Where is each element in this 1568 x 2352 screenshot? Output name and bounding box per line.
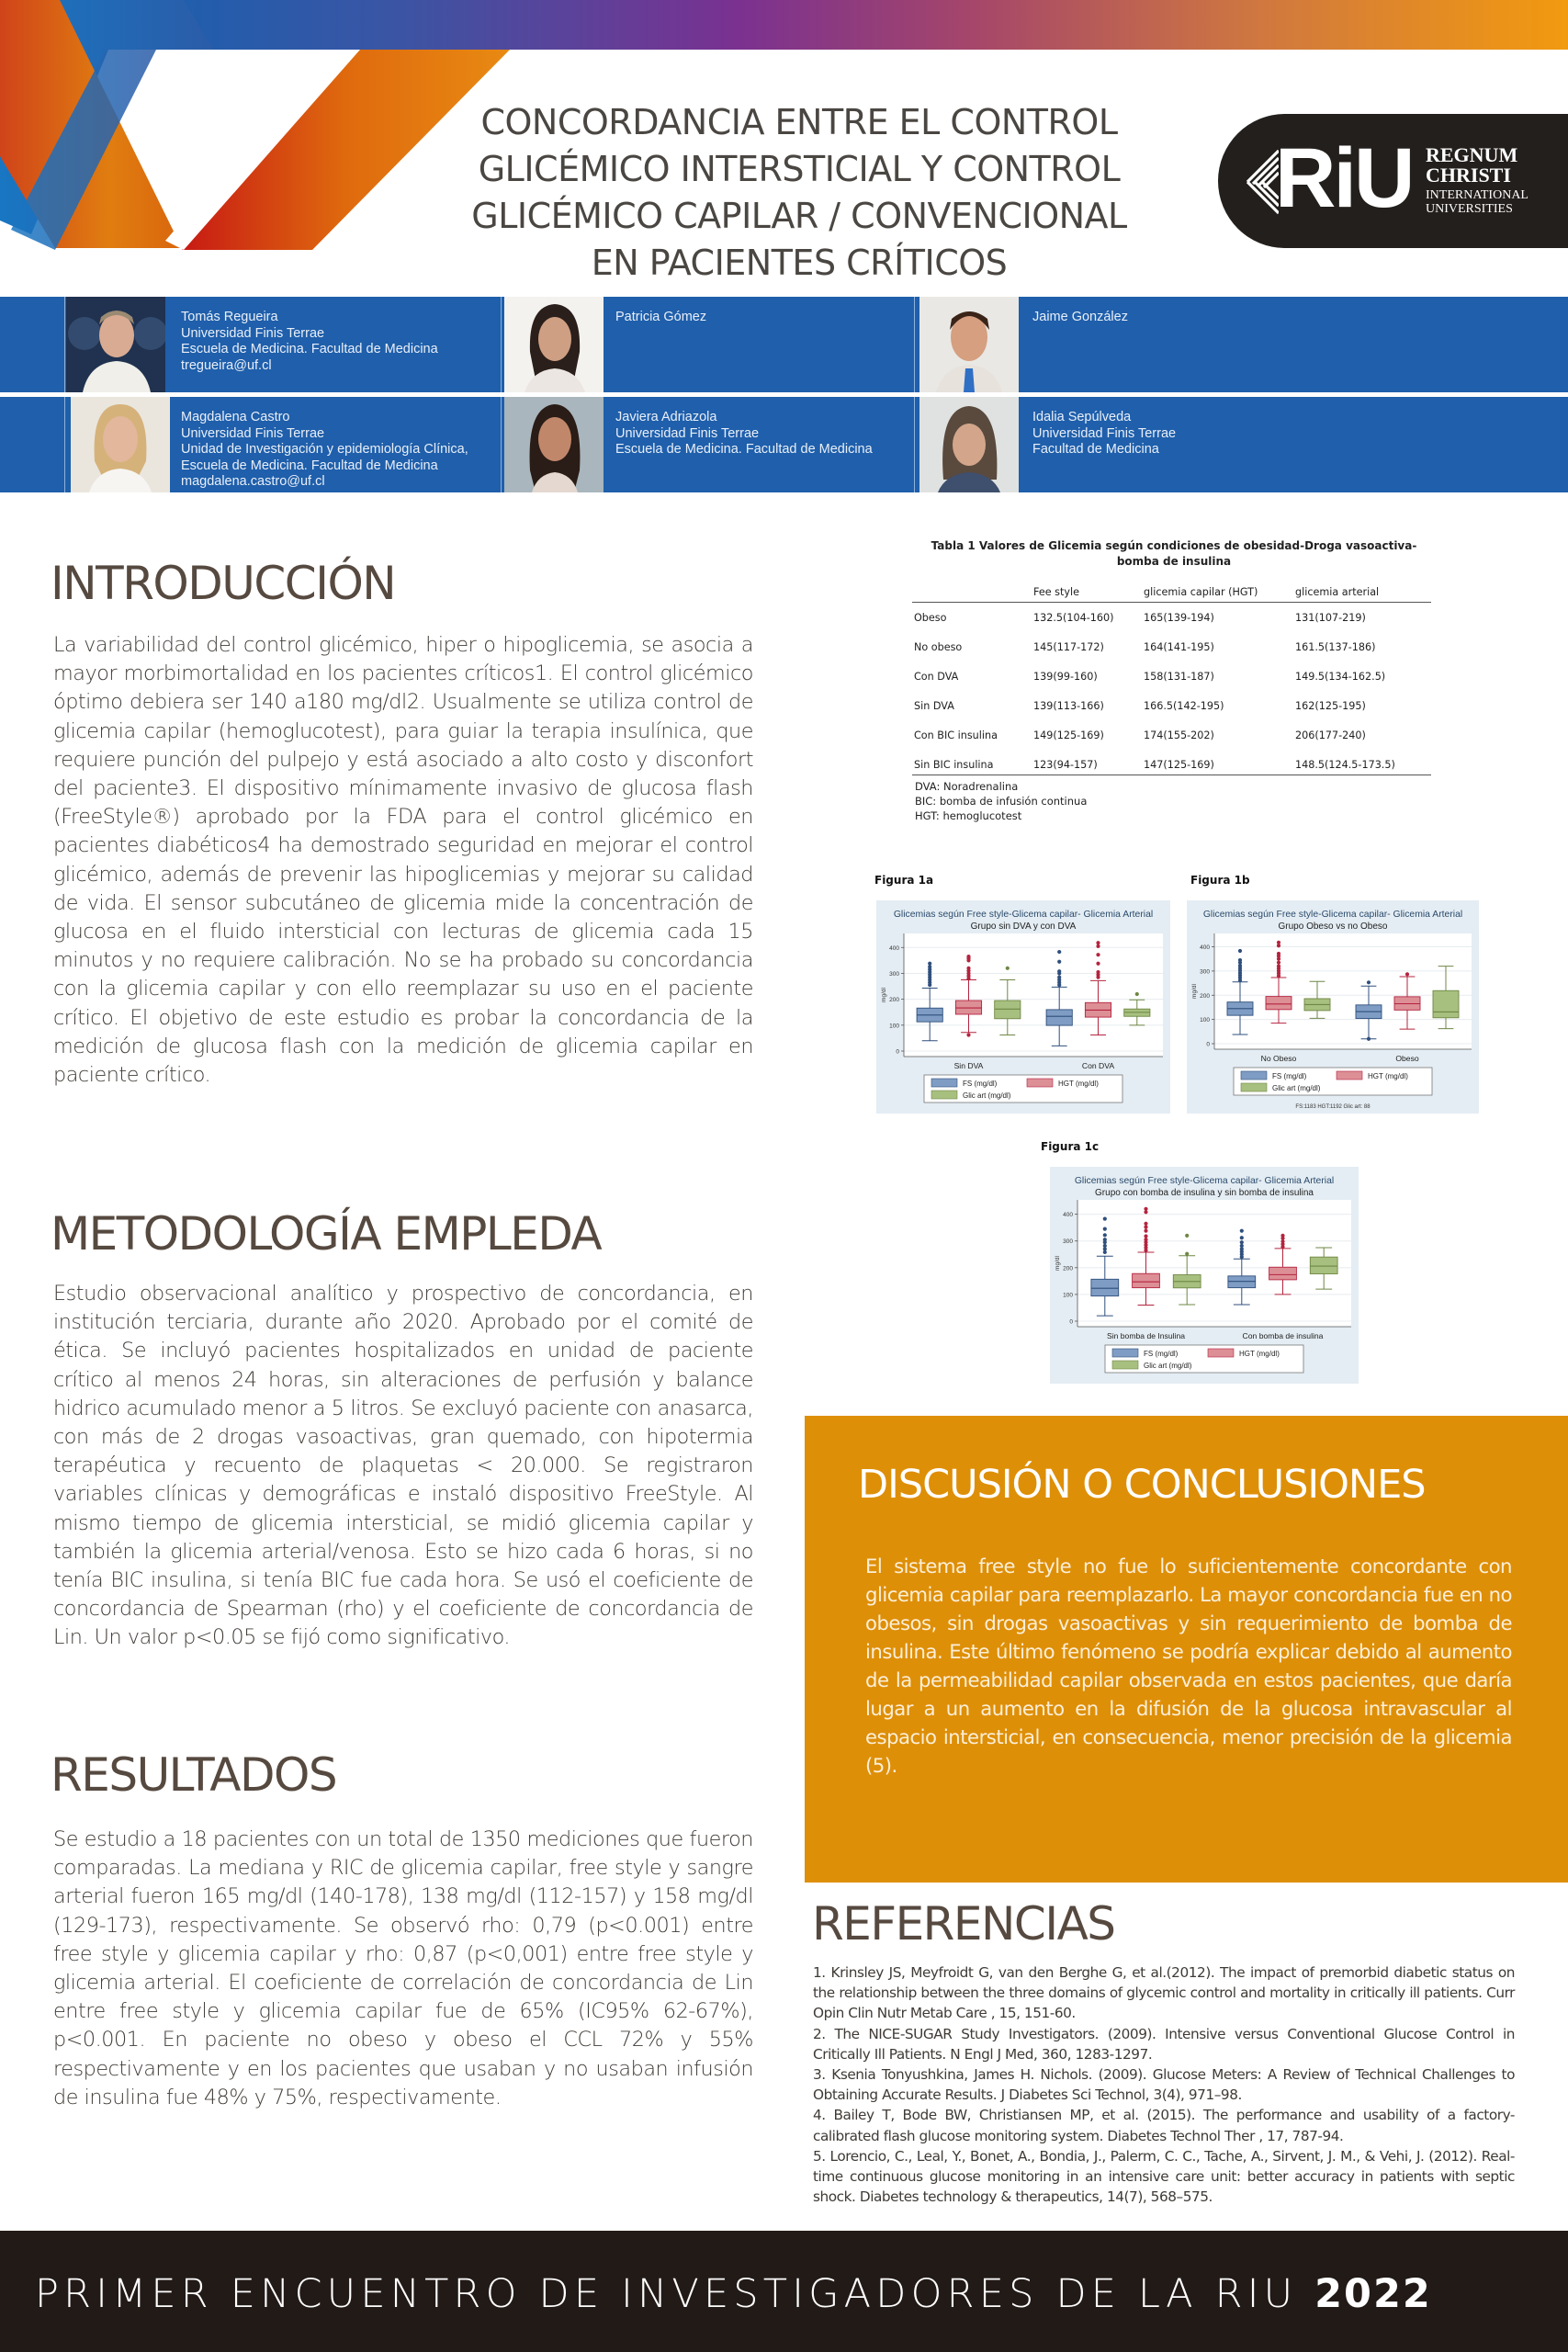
logo-weave-icon	[1246, 149, 1279, 215]
table-row	[912, 750, 1431, 775]
author-name: Javiera Adriazola	[615, 410, 717, 424]
y-tick-label: 200	[1063, 1265, 1073, 1272]
author-affiliation: Escuela de Medicina. Facultad de Medicina	[181, 458, 438, 473]
reference-item: 5. Lorencio, C., Leal, Y., Bonet, A., Bondia, J., Palerm, C. C., Tache, A., Sirvent, J. M., & Vehi, J. (2012). Real-time continuous glucose monitoring in an intensive care unit: better accuracy in patients with septic shock. Diabetes technology & therapeutics, 14(7), 568–575.	[813, 2147, 1515, 2206]
chart-subtitle: Grupo con bomba de insulina y sin bomba de insulina	[1095, 1188, 1314, 1198]
chart-title: Glicemias según Free style-Glicema capilar- Glicemia Arterial	[1202, 910, 1463, 920]
author-card	[914, 297, 1568, 392]
outlier-point	[1096, 941, 1100, 944]
discusion-text: El sistema free style no fue lo suficientemente concordante con glicemia capilar para reemplazarlo. La mayor concordancia fue en no obesos, sin drogas vasoactivas y sin requerimiento de bomba de insulina. Este último fenómeno se podría explicar debido al aumento de la permeabilidad capilar observada en estos pacientes, que daría lugar a un aumento en la difusión de la glucosa intravascular al espacio intersticial, en consecuencia, menor precisión de la glicemia (5).	[865, 1555, 1512, 1777]
box	[1266, 997, 1292, 1010]
y-tick-label: 300	[1200, 968, 1210, 976]
outlier-point	[1006, 967, 1010, 970]
outlier-point	[1280, 1234, 1284, 1238]
legend-label: HGT (mg/dl)	[1239, 1350, 1280, 1358]
outlier-point	[1103, 1238, 1107, 1241]
table-cell: 162(125-195)	[1295, 700, 1366, 712]
poster-title	[404, 99, 1194, 287]
outlier-point	[1240, 1240, 1244, 1244]
row-label: Con DVA	[914, 671, 959, 683]
y-axis-label: mg/dl	[881, 988, 887, 1002]
table-notes	[912, 779, 1436, 823]
outlier-point	[1240, 1229, 1244, 1233]
outlier-point	[1185, 1234, 1189, 1238]
author-affiliation: Unidad de Investigación y epidemiología Clínica,	[181, 442, 468, 457]
x-category-label: Con DVA	[1081, 1061, 1115, 1070]
legend-label: FS (mg/dl)	[1144, 1350, 1179, 1358]
legend-swatch	[1112, 1361, 1138, 1369]
author-card	[64, 297, 501, 392]
outlier-point	[1144, 1238, 1147, 1241]
logo-line: INTERNATIONAL	[1426, 188, 1529, 202]
author-card	[501, 397, 914, 492]
figure-1a-chart	[876, 900, 1170, 1114]
author-affiliation: Facultad de Medicina	[1032, 442, 1159, 457]
outlier-point	[1144, 1229, 1147, 1233]
x-category-label: Con bomba de insulina	[1242, 1331, 1324, 1340]
author-photo	[504, 397, 604, 492]
box	[1228, 1276, 1256, 1288]
table-cell: 158(131-187)	[1144, 671, 1214, 683]
legend-label: HGT (mg/dl)	[1368, 1072, 1408, 1080]
logo-line: REGNUM	[1426, 143, 1518, 166]
legend-swatch	[1112, 1349, 1138, 1357]
author-card	[64, 397, 501, 492]
author-photo	[71, 397, 170, 492]
section-heading-referencias: REFERENCIAS	[812, 1897, 1115, 1951]
outlier-point	[1103, 1244, 1107, 1248]
author-name: Idalia Sepúlveda	[1032, 410, 1132, 424]
section-heading-resultados: RESULTADOS	[51, 1748, 337, 1802]
title-line: CONCORDANCIA ENTRE EL CONTROL	[480, 102, 1118, 142]
y-tick-label: 100	[1200, 1017, 1210, 1024]
author-name: Patricia Gómez	[615, 310, 707, 324]
table-row	[912, 603, 1431, 633]
box	[1310, 1257, 1337, 1273]
section-heading-introduccion: INTRODUCCIÓN	[51, 557, 396, 610]
metodologia-text: Estudio observacional analítico y prospectivo de concordancia, en institución terciaria, durante año 2020. Aprobado por el comité de ética. Se incluyó pacientes hospitalizados en unidad de paciente crítico al menos 24 horas, sin alteraciones de perfusión y balance hidrico acumulado menor a 5 litros. Se excluyó paciente con anasarca, con más de 2 drogas vasoactivas, gran quemado, con hipotermia terapéutica y recuento de plaquetas < 20.000. Se registraron variables clínicas y demográficas e instaló dispositivo FreeStyle. Al mismo tiempo de glicemia intersticial, se midió glicemia capilar y también la glicemia arterial/venosa. Esto se hizo cada 6 horas, si no tenía BIC insulina, si tenía BIC fue cada hora. Se usó el coeficiente de concordancia de Spearman (rho) y el coeficiente de concordancia de Lin. Un valor p<0.05 se fijó como significativo.	[53, 1282, 753, 1650]
row-label: Sin BIC insulina	[912, 750, 1032, 775]
author-card	[501, 297, 914, 392]
outlier-point	[1240, 1236, 1244, 1239]
outlier-point	[966, 955, 970, 958]
table-cell: 161.5(137-186)	[1295, 641, 1376, 653]
resultados-text: Se estudio a 18 pacientes con un total de 1350 mediciones que fueron comparadas. La mediana y RIC de glicemia capilar, free style y sangre arterial fueron 165 mg/dl (140-178), 138 mg/dl (112-157) y 158 mg/dl (129-173), respectivamente. Se observó rho: 0,79 (p<0.001) entre free style y glicemia capilar y rho: 0,87 (p<0,001) entre free style y glicemia arterial. El coeficiente de correlación de concordancia de Lin entre free style y glicemia capilar fue de 65% (IC95% 62-67%), p<0.001. En paciente no obeso y obeso el CCL 72% y 55% respectivamente y en los pacientes que usaban y no usaban infusión de insulina fue 48% y 75%, respectivamente.	[53, 1827, 753, 2109]
figure-1c-chart	[1050, 1167, 1359, 1384]
outlier-point	[1367, 980, 1371, 984]
author-affiliation: Universidad Finis Terrae	[181, 425, 325, 441]
x-category-label: No Obeso	[1260, 1054, 1297, 1063]
author-email[interactable]: magdalena.castro@uf.cl	[181, 474, 325, 489]
table-row	[912, 662, 1431, 691]
y-tick-label: 100	[889, 1023, 899, 1030]
box	[1133, 1273, 1160, 1287]
author-name: Magdalena Castro	[181, 410, 290, 424]
author-photo	[504, 297, 604, 392]
outlier-point	[1405, 972, 1409, 976]
authors-row	[0, 397, 1568, 492]
outlier-point	[1103, 1233, 1107, 1237]
outlier-point	[1096, 970, 1100, 974]
author-info	[1032, 310, 1128, 326]
outlier-point	[1277, 965, 1280, 968]
outlier-point	[928, 965, 931, 968]
outlier-point	[1144, 1234, 1147, 1238]
legend-label: Glic art (mg/dl)	[1272, 1084, 1321, 1092]
column-header: glicemia capilar (HGT)	[1142, 582, 1293, 603]
table-cell: 148.5(124.5-173.5)	[1293, 750, 1431, 775]
author-info	[1032, 410, 1176, 458]
box	[1046, 1010, 1072, 1025]
plot-area	[904, 933, 1163, 1057]
footer-text	[35, 2271, 1432, 2317]
table-cell: 139(99-160)	[1033, 671, 1098, 683]
author-photo	[919, 297, 1019, 392]
y-tick-label: 300	[1063, 1238, 1073, 1246]
reference-item: 1. Krinsley JS, Meyfroidt G, van den Berghe G, et al.(2012). The impact of premorbid diabetic status on the relationship between the three domains of glycemic control and mortality in critically ill patients. Curr Opin Clin Nutr Metab Care , 15, 151-60.	[813, 1964, 1515, 2022]
legend-label: FS (mg/dl)	[963, 1080, 998, 1088]
author-name: Tomás Regueira	[181, 310, 278, 324]
author-affiliation: Escuela de Medicina. Facultad de Medicina	[615, 442, 873, 457]
chart-footnote: FS:1183 HGT:1192 Glic art: 88	[1295, 1104, 1371, 1110]
outlier-point	[966, 1033, 970, 1036]
table-note: BIC: bomba de infusión continua	[915, 795, 1088, 808]
author-info	[615, 310, 706, 326]
legend-swatch	[1241, 1071, 1267, 1080]
outlier-point	[1057, 950, 1061, 954]
figure-1b-chart	[1187, 900, 1479, 1114]
table-cell: 123(94-157)	[1032, 750, 1142, 775]
x-category-label: Obeso	[1395, 1054, 1419, 1063]
outlier-point	[1277, 952, 1280, 956]
chart-title: Glicemias según Free style-Glicema capilar- Glicemia Arterial	[1074, 1176, 1335, 1186]
legend-swatch	[931, 1091, 957, 1099]
outlier-point	[1144, 1222, 1147, 1226]
table-cell: 149.5(134-162.5)	[1295, 671, 1386, 683]
author-info	[615, 410, 873, 458]
author-affiliation: Universidad Finis Terrae	[181, 325, 325, 341]
box	[1091, 1279, 1119, 1295]
row-label: Obeso	[914, 612, 947, 624]
table-cell: 131(107-219)	[1295, 612, 1366, 624]
column-header: Fee style	[1032, 582, 1142, 603]
references-list	[813, 1962, 1515, 2207]
author-photo	[66, 297, 165, 392]
chart-subtitle: Grupo Obeso vs no Obeso	[1278, 922, 1388, 932]
author-affiliation: Universidad Finis Terrae	[615, 425, 760, 441]
author-info	[181, 410, 468, 491]
outlier-point	[1277, 941, 1280, 944]
table-cell: 166.5(142-195)	[1144, 700, 1224, 712]
legend-swatch	[1208, 1349, 1234, 1357]
legend-swatch	[931, 1079, 957, 1087]
event-name: PRIMER ENCUENTRO DE INVESTIGADORES DE LA RIU	[35, 2271, 1298, 2317]
table-cell: 139(113-166)	[1033, 700, 1104, 712]
table-title: Tabla 1 Valores de Glicemia según condiciones de obesidad-Droga vasoactiva-bomba de insulina	[931, 539, 1417, 568]
table-cell: 164(141-195)	[1144, 641, 1214, 653]
introduccion-text: La variabilidad del control glicémico, hiper o hipoglicemia, se asocia a mayor morbimortalidad en los pacientes críticos1. El control glicémico óptimo debiera ser 140 a180 mg/dl2. Usualmente se utiliza control de glicemia capilar (hemoglucotest), para guiar la terapia insulínica, que requiere punción del pulpejo y está asociado a alto costo y disconfort del paciente3. El dispositivo mínimamente invasivo de glucosa flash (FreeStyle®) aprobado por la FDA para el control glicémico en pacientes diabéticos4 ha demostrado seguridad en mejorar el control glicémico, además de prevenir las hipoglicemias y mejorar su calidad de vida. El sensor subcutáneo de glicemia mide la concentración de glucosa en el fluido intersticial con lecturas de glicemia cada 15 minutos y no requiere calibración. No se ha probado su concordancia con la glicemia capilar y con ello reemplazar su uso en el paciente crítico. El objetivo de este estudio es probar la concordancia de la medición de glucosa flash con la medición de glicemia capilar en paciente crítico.	[53, 633, 753, 1088]
event-year: 2022	[1314, 2271, 1432, 2317]
legend-label: Glic art (mg/dl)	[963, 1091, 1011, 1100]
author-affiliation: Universidad Finis Terrae	[1032, 425, 1177, 441]
outlier-point	[1057, 960, 1061, 964]
row-label: Con BIC insulina	[914, 729, 998, 741]
column-header	[912, 582, 1032, 603]
box	[1433, 990, 1459, 1018]
author-info	[181, 310, 438, 374]
reference-item: 2. The NICE-SUGAR Study Investigators. (2009). Intensive versus Conventional Glucose Control in Critically Ill Patients. N Engl J Med, 360, 1283-1297.	[813, 2025, 1515, 2063]
y-axis-label: mg/dl	[1191, 984, 1198, 999]
outlier-point	[1238, 949, 1242, 953]
outlier-point	[1135, 992, 1139, 996]
table-cell: 147(125-169)	[1142, 750, 1293, 775]
legend-swatch	[1241, 1083, 1267, 1091]
outlier-point	[1238, 958, 1242, 962]
author-name: Jaime González	[1032, 310, 1128, 324]
x-category-label: Sin DVA	[953, 1061, 984, 1070]
outlier-point	[1185, 1252, 1189, 1256]
y-axis-label: mg/dl	[1055, 1256, 1061, 1271]
table-header-row	[912, 582, 1431, 603]
legend-swatch	[1027, 1079, 1053, 1087]
legend-label: Glic art (mg/dl)	[1144, 1362, 1192, 1370]
legend-label: FS (mg/dl)	[1272, 1072, 1307, 1080]
logo-wordmark	[1426, 145, 1529, 216]
box	[995, 1001, 1021, 1019]
outlier-point	[1057, 976, 1061, 979]
outlier-point	[1096, 944, 1100, 948]
y-tick-label: 0	[896, 1048, 899, 1056]
section-heading-discusion: DISCUSIÓN O CONCLUSIONES	[858, 1462, 1426, 1508]
column-header: glicemia arterial	[1293, 582, 1431, 603]
y-tick-label: 200	[889, 997, 899, 1004]
title-line: GLICÉMICO INTERSTICIAL Y CONTROL	[478, 149, 1121, 189]
author-card	[914, 397, 1568, 492]
reference-item: 3. Ksenia Tonyushkina, James H. Nichols. (2009). Glucose Meters: A Review of Technical Challenges to Obtaining Accurate Results. J Diabetes Sci Technol, 3(4), 971–98.	[813, 2066, 1515, 2104]
author-affiliation: Escuela de Medicina. Facultad de Medicina	[181, 342, 438, 356]
outlier-point	[1096, 962, 1100, 966]
glycemia-table	[912, 582, 1431, 775]
box	[1269, 1267, 1297, 1280]
outlier-point	[1144, 1207, 1147, 1211]
outlier-point	[966, 967, 970, 970]
outlier-point	[1057, 969, 1061, 973]
logo-mark: RiU	[1275, 131, 1413, 225]
y-tick-label: 400	[889, 944, 899, 952]
y-tick-label: 0	[1069, 1318, 1073, 1326]
title-line: GLICÉMICO CAPILAR / CONVENCIONAL	[471, 196, 1127, 236]
reference-item: 4. Bailey T, Bode BW, Christiansen MP, et al. (2015). The performance and usability of a factory-calibrated flash glucose monitoring system. Diabetes Technol Ther , 17, 787-94.	[813, 2107, 1515, 2144]
table-cell: 206(177-240)	[1295, 729, 1366, 741]
chart-subtitle: Grupo sin DVA y con DVA	[970, 922, 1077, 932]
table-cell: 149(125-169)	[1033, 729, 1104, 741]
y-tick-label: 300	[889, 970, 899, 978]
x-category-label: Sin bomba de Insulina	[1106, 1331, 1186, 1340]
outlier-point	[1096, 953, 1100, 956]
outlier-point	[1240, 1244, 1244, 1248]
outlier-point	[1277, 961, 1280, 965]
outlier-point	[928, 962, 931, 966]
author-email[interactable]: tregueira@uf.cl	[181, 357, 272, 373]
author-photo	[919, 397, 1019, 492]
outlier-point	[1367, 1037, 1371, 1041]
box	[955, 1001, 981, 1014]
outlier-point	[1103, 1216, 1107, 1220]
table-cell: 174(155-202)	[1144, 729, 1214, 741]
authors-row	[0, 297, 1568, 392]
section-heading-metodologia: METODOLOGÍA EMPLEDA	[51, 1207, 602, 1261]
legend-swatch	[1337, 1071, 1362, 1080]
table-cell: 132.5(104-160)	[1033, 612, 1114, 624]
table-note: HGT: hemoglucotest	[915, 809, 1022, 822]
y-tick-label: 0	[1206, 1041, 1210, 1048]
logo-line: CHRISTI	[1426, 164, 1511, 187]
figure-label: Figura 1c	[1041, 1140, 1100, 1153]
title-line: EN PACIENTES CRÍTICOS	[591, 243, 1008, 283]
row-label: No obeso	[914, 641, 963, 653]
figure-label: Figura 1b	[1190, 874, 1250, 887]
outlier-point	[1144, 1226, 1147, 1229]
legend-label: HGT (mg/dl)	[1058, 1080, 1099, 1088]
riu-logo	[1218, 114, 1568, 248]
row-label: Sin DVA	[914, 700, 954, 712]
table-row	[912, 720, 1431, 750]
table-note: DVA: Noradrenalina	[915, 780, 1019, 793]
table-cell: 145(117-172)	[1033, 641, 1104, 653]
y-tick-label: 400	[1200, 944, 1210, 952]
y-tick-label: 200	[1200, 992, 1210, 1000]
y-tick-label: 400	[1063, 1212, 1073, 1219]
table-1	[912, 538, 1436, 823]
table-row	[912, 691, 1431, 720]
table-row	[912, 632, 1431, 662]
y-tick-label: 100	[1063, 1292, 1073, 1299]
discussion-panel	[805, 1416, 1568, 1883]
logo-line: UNIVERSITIES	[1426, 202, 1513, 216]
chart-title: Glicemias según Free style-Glicema capilar- Glicemia Arterial	[893, 910, 1154, 920]
authors-band	[0, 297, 1568, 497]
table-cell: 165(139-194)	[1144, 612, 1214, 624]
footer-banner	[0, 2231, 1568, 2352]
figure-label: Figura 1a	[874, 874, 934, 887]
outlier-point	[1103, 1227, 1107, 1231]
